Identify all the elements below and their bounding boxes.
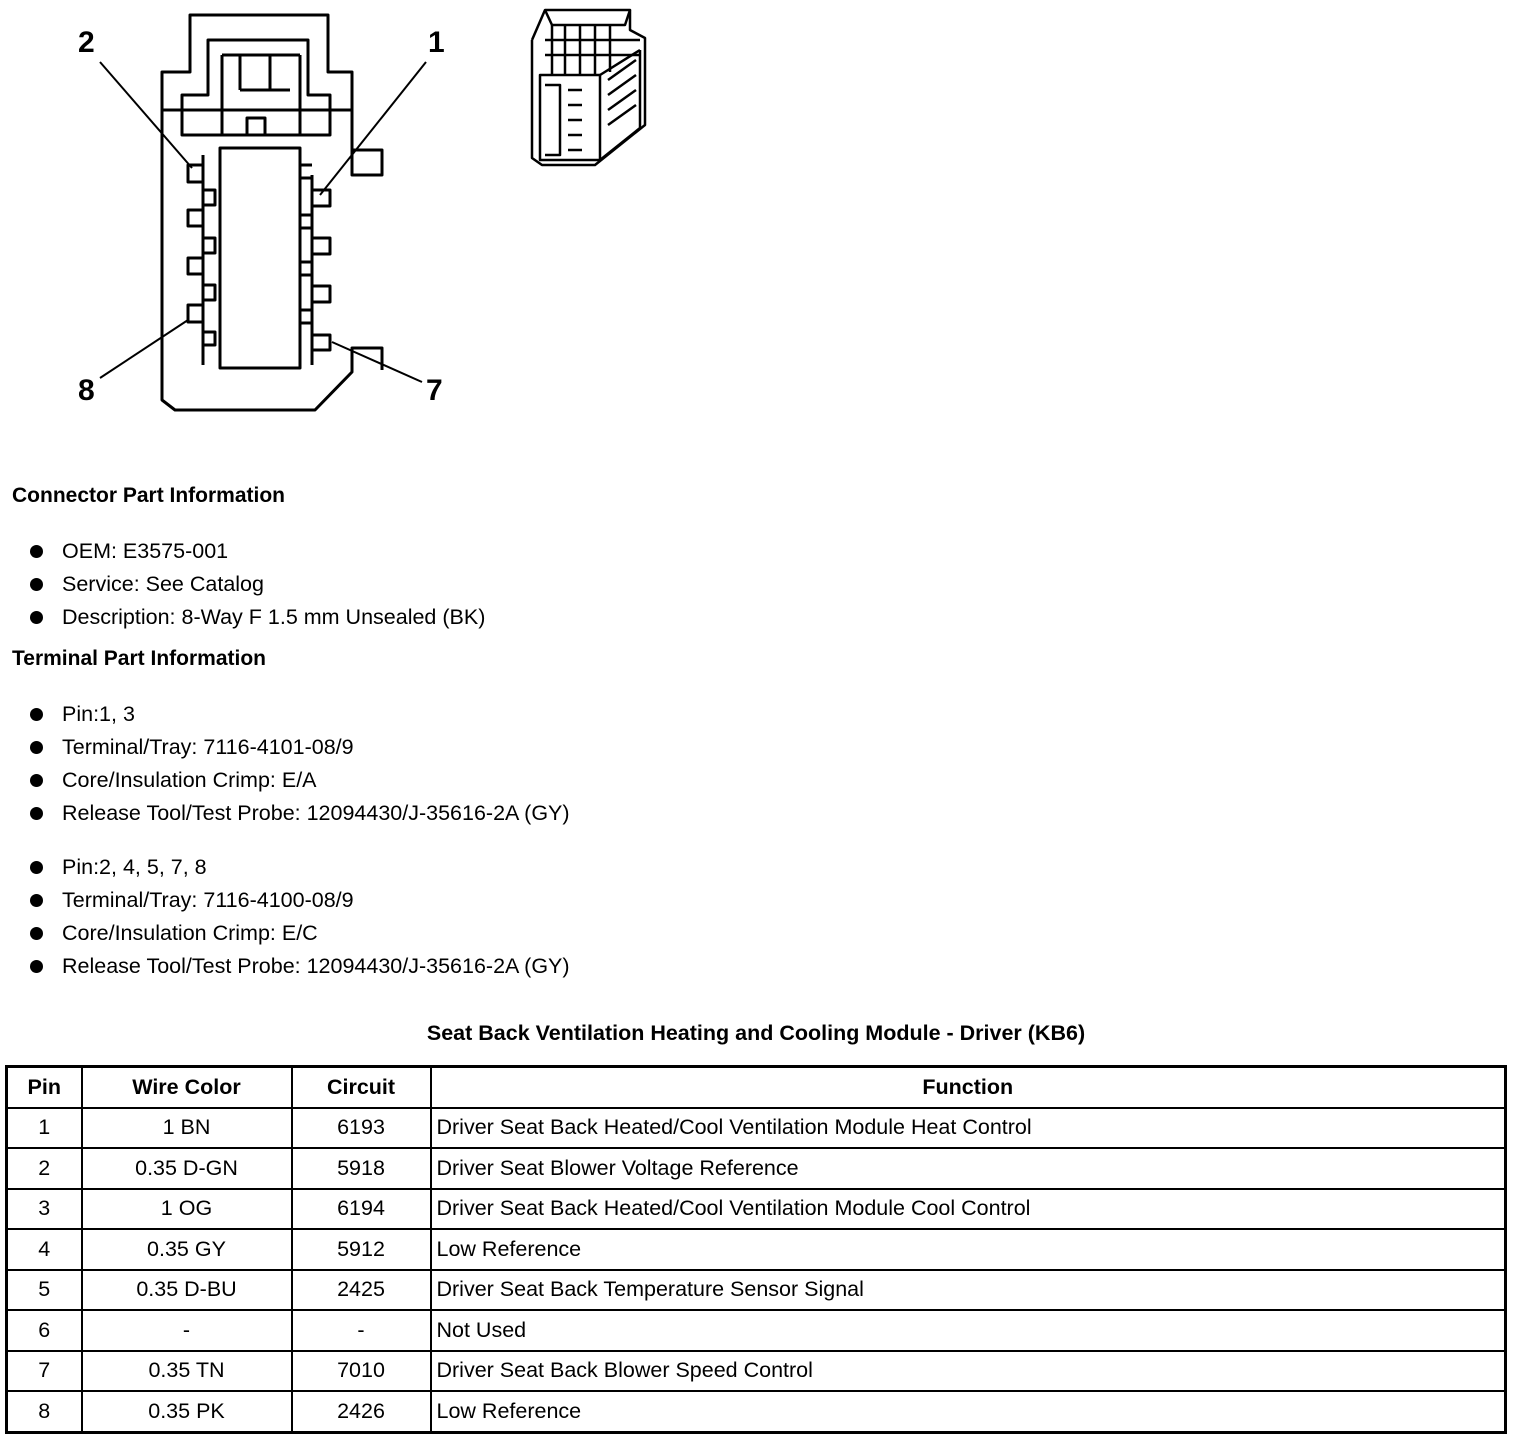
wire-color-cell: 0.35 D-BU (82, 1270, 292, 1311)
header-wire-color: Wire Color (82, 1067, 292, 1108)
list-item: Description: 8-Way F 1.5 mm Unsealed (BK) (30, 601, 485, 634)
header-circuit: Circuit (292, 1067, 431, 1108)
connector-info-list (30, 535, 485, 634)
function-cell: Driver Seat Back Temperature Sensor Signal (431, 1270, 1506, 1311)
callout-1: 1 (428, 26, 445, 59)
pinout-table (5, 1065, 1507, 1434)
header-function: Function (431, 1067, 1506, 1108)
connector-info-heading: Connector Part Information (12, 484, 286, 507)
wire-color-cell: 0.35 TN (82, 1351, 292, 1392)
list-item: Release Tool/Test Probe: 12094430/J-35616-2A (GY) (30, 797, 570, 830)
list-item: Pin:2, 4, 5, 7, 8 (30, 851, 570, 884)
function-cell: Driver Seat Blower Voltage Reference (431, 1148, 1506, 1189)
pin-cell: 8 (7, 1391, 82, 1432)
callout-8: 8 (78, 374, 95, 407)
header-pin: Pin (7, 1067, 82, 1108)
terminal-info-heading: Terminal Part Information (12, 647, 266, 670)
list-item: Service: See Catalog (30, 568, 485, 601)
table-row (7, 1148, 1506, 1189)
list-item: Release Tool/Test Probe: 12094430/J-35616-2A (GY) (30, 950, 570, 983)
pin-cell: 7 (7, 1351, 82, 1392)
circuit-cell: 5918 (292, 1148, 431, 1189)
list-item: Pin:1, 3 (30, 698, 570, 731)
circuit-cell: 2425 (292, 1270, 431, 1311)
pin-cell: 6 (7, 1310, 82, 1351)
table-row (7, 1108, 1506, 1149)
list-item: Terminal/Tray: 7116-4100-08/9 (30, 884, 570, 917)
table-row (7, 1391, 1506, 1432)
list-item: Core/Insulation Crimp: E/C (30, 917, 570, 950)
list-item: Core/Insulation Crimp: E/A (30, 764, 570, 797)
circuit-cell: 5912 (292, 1229, 431, 1270)
pin-cell: 2 (7, 1148, 82, 1189)
circuit-cell: 6193 (292, 1108, 431, 1149)
function-cell: Driver Seat Back Heated/Cool Ventilation Module Heat Control (431, 1108, 1506, 1149)
circuit-cell: 7010 (292, 1351, 431, 1392)
pin-cell: 1 (7, 1108, 82, 1149)
terminal-info-group-2 (30, 851, 570, 983)
wire-color-cell: 1 OG (82, 1189, 292, 1230)
callout-7: 7 (426, 374, 443, 407)
pin-cell: 5 (7, 1270, 82, 1311)
table-row (7, 1310, 1506, 1351)
table-row (7, 1189, 1506, 1230)
function-cell: Driver Seat Back Heated/Cool Ventilation Module Cool Control (431, 1189, 1506, 1230)
table-title: Seat Back Ventilation Heating and Cooling Module - Driver (KB6) (426, 1021, 1086, 1045)
wire-color-cell: 1 BN (82, 1108, 292, 1149)
table-row (7, 1351, 1506, 1392)
table-row (7, 1229, 1506, 1270)
circuit-cell: 6194 (292, 1189, 431, 1230)
list-item: OEM: E3575-001 (30, 535, 485, 568)
wire-color-cell: - (82, 1310, 292, 1351)
circuit-cell: - (292, 1310, 431, 1351)
list-item: Terminal/Tray: 7116-4101-08/9 (30, 731, 570, 764)
wire-color-cell: 0.35 GY (82, 1229, 292, 1270)
function-cell: Driver Seat Back Blower Speed Control (431, 1351, 1506, 1392)
pin-cell: 4 (7, 1229, 82, 1270)
table-header-row (7, 1067, 1506, 1108)
terminal-info-group-1 (30, 698, 570, 830)
circuit-cell: 2426 (292, 1391, 431, 1432)
connector-diagram (0, 0, 700, 440)
table-row (7, 1270, 1506, 1311)
function-cell: Low Reference (431, 1391, 1506, 1432)
function-cell: Low Reference (431, 1229, 1506, 1270)
wire-color-cell: 0.35 PK (82, 1391, 292, 1432)
wire-color-cell: 0.35 D-GN (82, 1148, 292, 1189)
connector-face-drawing (0, 0, 700, 440)
function-cell: Not Used (431, 1310, 1506, 1351)
callout-2: 2 (78, 26, 95, 59)
pin-cell: 3 (7, 1189, 82, 1230)
